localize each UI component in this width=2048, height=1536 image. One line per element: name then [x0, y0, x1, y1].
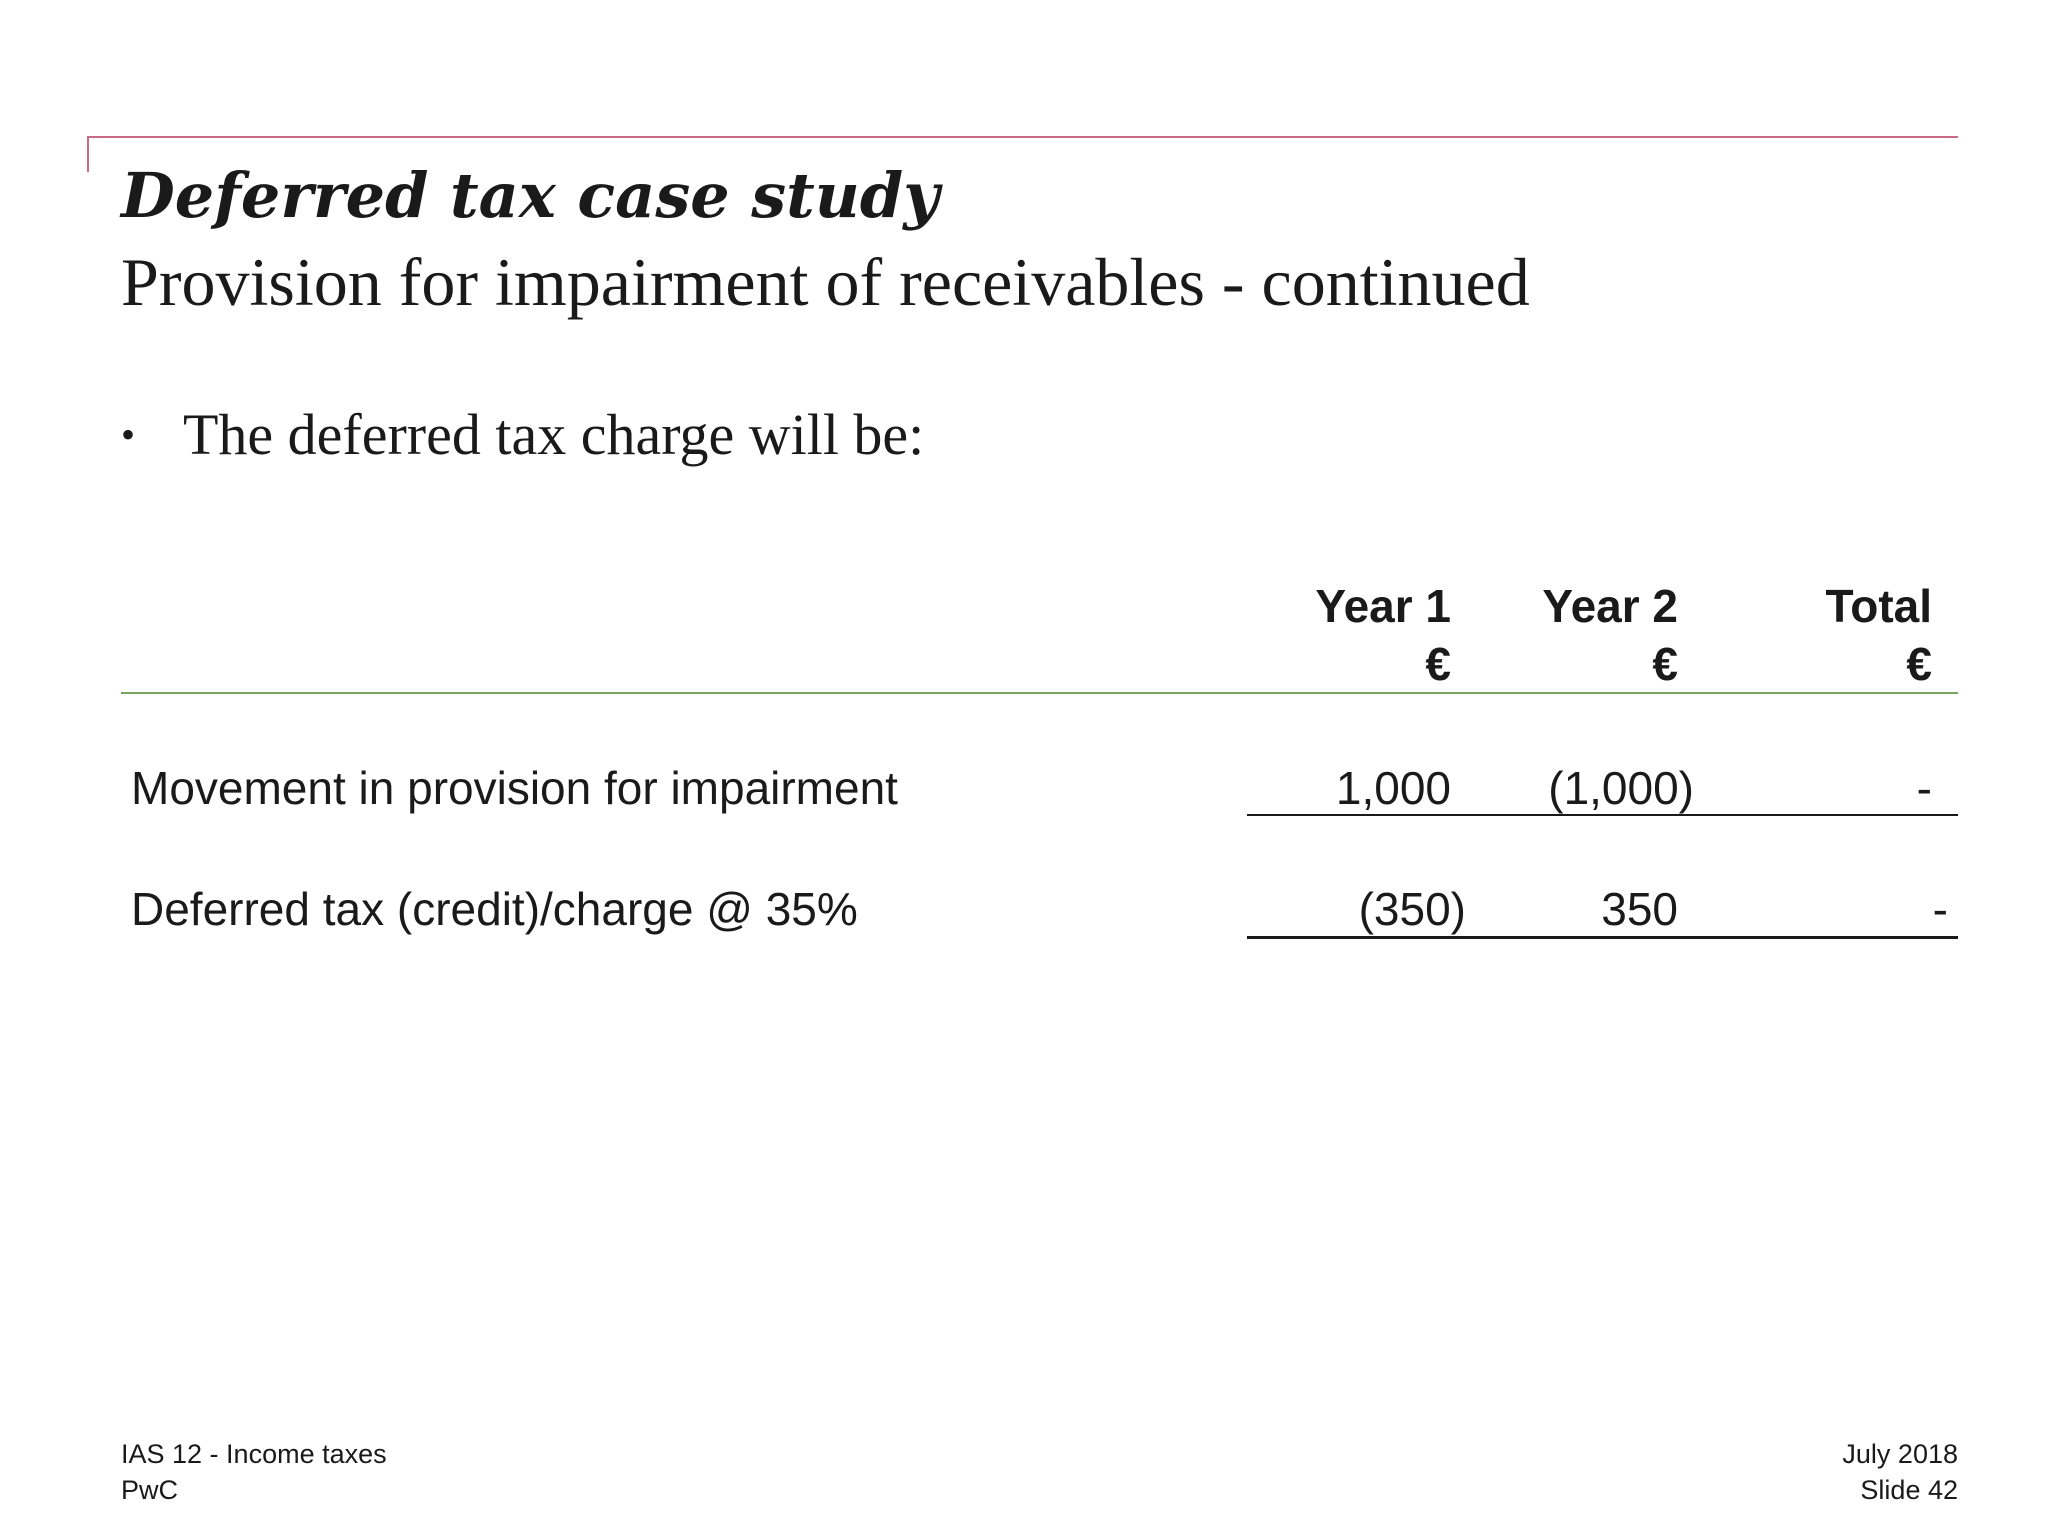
footer-deck-title: IAS 12 - Income taxes — [121, 1439, 387, 1469]
corner-accent-tick — [87, 136, 89, 172]
bullet-item — [121, 395, 924, 475]
top-accent-rule — [87, 136, 1958, 138]
footer-date: July 2018 — [1842, 1439, 1958, 1469]
footer-left — [121, 1436, 387, 1508]
table-header-rule — [121, 692, 1958, 694]
cell-deferred-tax-year-1: (350) — [1358, 883, 1466, 935]
row-label-deferred-tax: Deferred tax (credit)/charge @ 35% — [131, 883, 858, 935]
footer-right — [1842, 1436, 1958, 1508]
column-unit-total: € — [1906, 638, 1932, 690]
bullet-dot-icon: • — [121, 412, 136, 457]
slide-subtitle: Provision for impairment of receivables - continued — [121, 244, 1530, 320]
cell-movement-year-2: (1,000) — [1548, 762, 1694, 814]
cell-deferred-tax-total: - — [1932, 883, 1948, 935]
row-underline-movement — [1247, 814, 1958, 816]
slide-title: Deferred tax case study — [121, 159, 940, 232]
footer-company: PwC — [121, 1475, 179, 1505]
cell-movement-total: - — [1916, 762, 1932, 814]
column-unit-year-1: € — [1425, 638, 1451, 690]
column-header-year-2: Year 2 — [1542, 580, 1678, 632]
bullet-text: The deferred tax charge will be: — [183, 402, 925, 467]
cell-deferred-tax-year-2: 350 — [1601, 883, 1678, 935]
column-unit-year-2: € — [1652, 638, 1678, 690]
cell-movement-year-1: 1,000 — [1335, 762, 1451, 814]
column-header-total: Total — [1825, 580, 1932, 632]
row-label-movement: Movement in provision for impairment — [131, 762, 898, 814]
footer-slide-number: Slide 42 — [1860, 1475, 1958, 1505]
row-underline-deferred-tax — [1247, 936, 1958, 939]
column-header-year-1: Year 1 — [1315, 580, 1451, 632]
